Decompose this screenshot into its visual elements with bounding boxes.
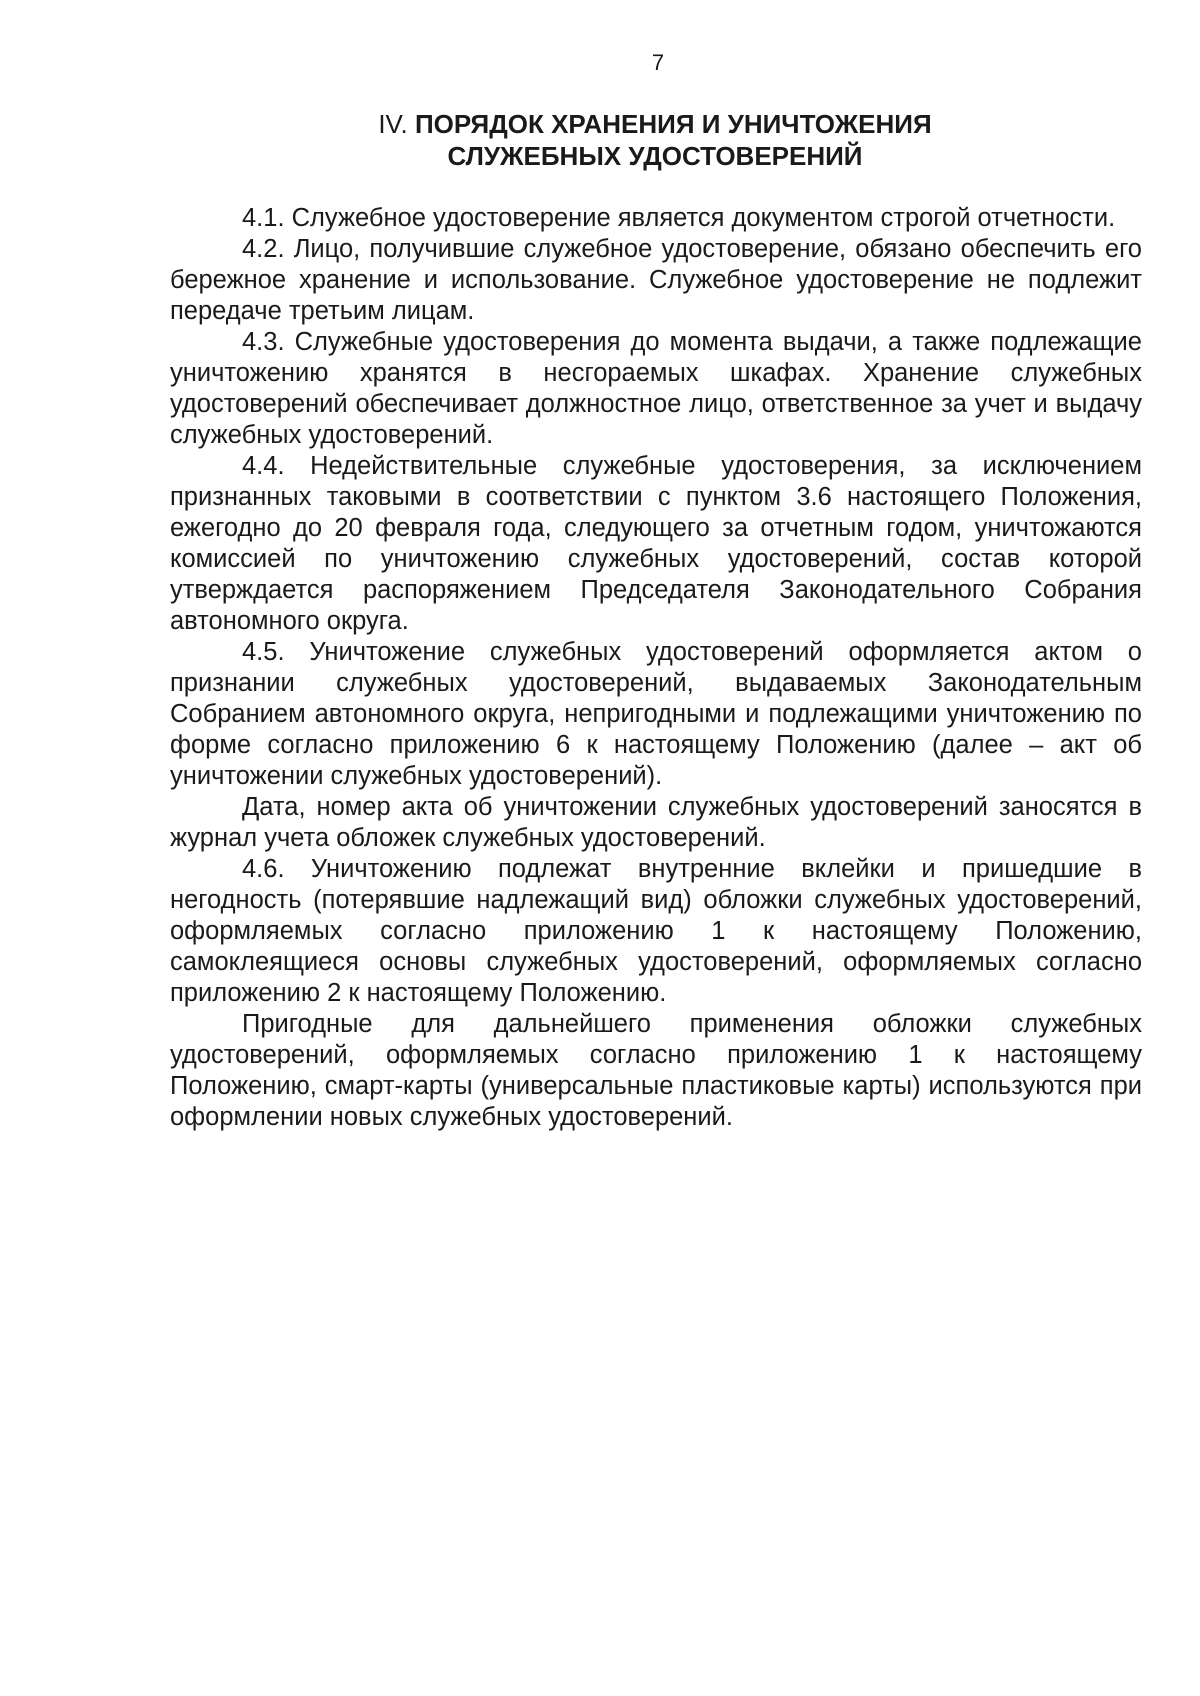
section-title-line-1: ПОРЯДОК ХРАНЕНИЯ И УНИЧТОЖЕНИЯ: [414, 109, 932, 139]
paragraph-4-2: 4.2. Лицо, получившие служебное удостоверение, обязано обеспечить его бережное хранение и использование. Служебное удостоверение не подлежит передаче третьим лицам.: [170, 235, 1142, 325]
section-body: [170, 203, 1142, 1133]
page-number: 7: [651, 50, 665, 75]
section-heading-line-1: [170, 108, 1140, 140]
paragraph-4-5: 4.5. Уничтожение служебных удостоверений оформляется актом о признании служебных удостоверений, выдаваемых Законодательным Собранием автономного округа, непригодными и подлежащими уничтожению по форме согласно приложению 6 к настоящему Положению (далее – акт об уничтожении служебных удостоверений).: [170, 638, 1142, 790]
paragraph-4-6-reuse: Пригодные для дальнейшего применения обложки служебных удостоверений, оформляемых согласно приложению 1 к настоящему Положению, смарт-карты (универсальные пластиковые карты) используются при оформлении новых служебных удостоверений.: [170, 1010, 1142, 1131]
paragraph-4-6: 4.6. Уничтожению подлежат внутренние вклейки и пришедшие в негодность (потерявшие надлежащий вид) обложки служебных удостоверений, оформляемых согласно приложению 1 к настоящему Положению, самоклеящиеся основы служебных удостоверений, оформляемых согласно приложению 2 к настоящему Положению.: [170, 855, 1142, 1007]
section-title-line-2: СЛУЖЕБНЫХ УДОСТОВЕРЕНИЙ: [447, 141, 863, 171]
section-heading: [170, 108, 1140, 172]
paragraph-4-3: 4.3. Служебные удостоверения до момента выдачи, а также подлежащие уничтожению хранятся в несгораемых шкафах. Хранение служебных удостоверений обеспечивает должностное лицо, ответственное за учет и выдачу служебных удостоверений.: [170, 328, 1142, 449]
paragraph-4-5-date: Дата, номер акта об уничтожении служебных удостоверений заносятся в журнал учета обложек служебных удостоверений.: [170, 793, 1142, 852]
paragraph-4-1: 4.1. Служебное удостоверение является документом строгой отчетности.: [242, 204, 1116, 232]
paragraph-4-4: 4.4. Недействительные служебные удостоверения, за исключением признанных таковыми в соответствии с пунктом 3.6 настоящего Положения, ежегодно до 20 февраля года, следующего за отчетным годом, уничтожаются комиссией по уничтожению служебных удостоверений, состав которой утверждается распоряжением Председателя Законодательного Собрания автономного округа.: [170, 452, 1142, 635]
section-roman-numeral: IV.: [378, 109, 408, 139]
